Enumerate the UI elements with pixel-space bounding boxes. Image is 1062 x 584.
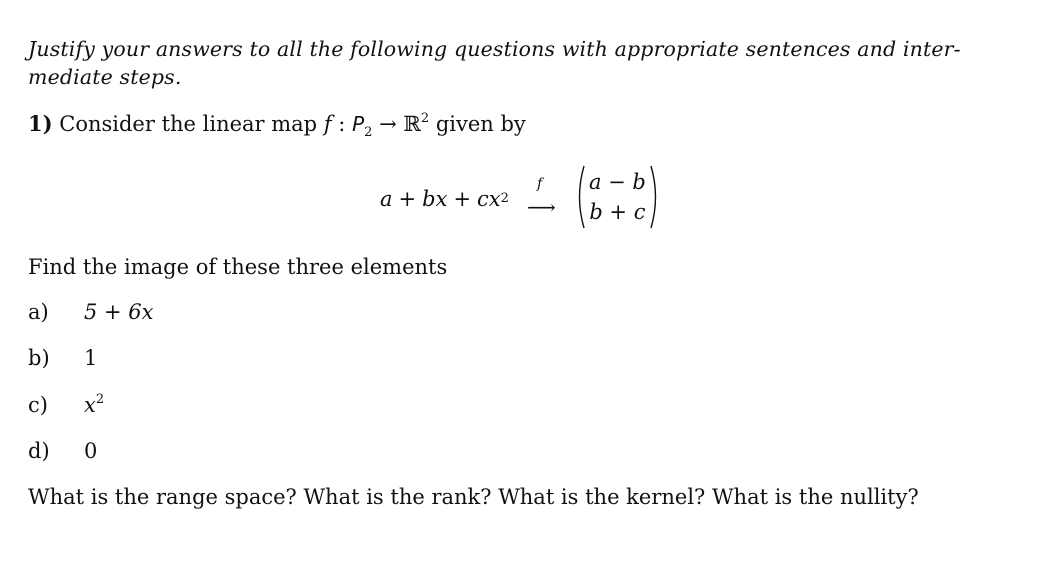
mapping-arrow — [526, 176, 561, 219]
item-b-value: 1 — [84, 346, 98, 370]
domain-symbol: P — [352, 112, 365, 136]
intro-line-2: mediate steps. — [28, 65, 182, 89]
item-c-label: c) — [28, 393, 48, 417]
item-b-label: b) — [28, 346, 50, 370]
intro-line-1: Justify your answers to all the following questions with appropriate sentences and inter- — [28, 37, 961, 61]
item-d-label: d) — [28, 439, 50, 463]
left-paren-icon — [575, 165, 585, 229]
eq-bx: bx — [422, 187, 448, 211]
vector-row-1: a − b — [588, 170, 646, 194]
eq-cx: cx — [477, 187, 501, 211]
item-d-value: 0 — [84, 439, 98, 463]
vector-row-2: b + c — [589, 200, 646, 224]
closing-questions: What is the range space? What is the rank? What is the kernel? What is the nullity? — [28, 485, 919, 509]
item-c-value: x — [84, 393, 96, 417]
domain-subscript: 2 — [364, 125, 373, 140]
codomain-symbol: ℝ — [403, 112, 421, 136]
question-number: 1) — [28, 111, 53, 136]
eq-plus-1: + — [398, 187, 417, 211]
item-a-label: a) — [28, 300, 49, 324]
arrow-glyph: ⟶ — [526, 195, 556, 219]
question-1-statement — [28, 111, 526, 140]
eq-a: a — [380, 187, 393, 211]
map-colon: : — [338, 112, 346, 136]
display-equation: a + bx + cx 2 f ⟶ a − b b + c — [380, 164, 660, 234]
codomain-superscript: 2 — [420, 111, 430, 126]
item-a-value: 5 + 6x — [84, 300, 154, 324]
eq-plus-2: + — [453, 187, 472, 211]
arrow-label: f — [536, 176, 543, 192]
map-arrow: → — [379, 112, 397, 136]
item-c-math — [84, 392, 104, 418]
item-c-exponent: 2 — [95, 392, 105, 407]
right-paren-icon — [650, 165, 660, 229]
question-text-before: Consider the linear map — [59, 112, 318, 136]
column-vector — [575, 167, 660, 231]
question-text-after: given by — [435, 112, 526, 136]
find-instruction: Find the image of these three elements — [28, 255, 448, 279]
map-name: f — [323, 112, 332, 136]
